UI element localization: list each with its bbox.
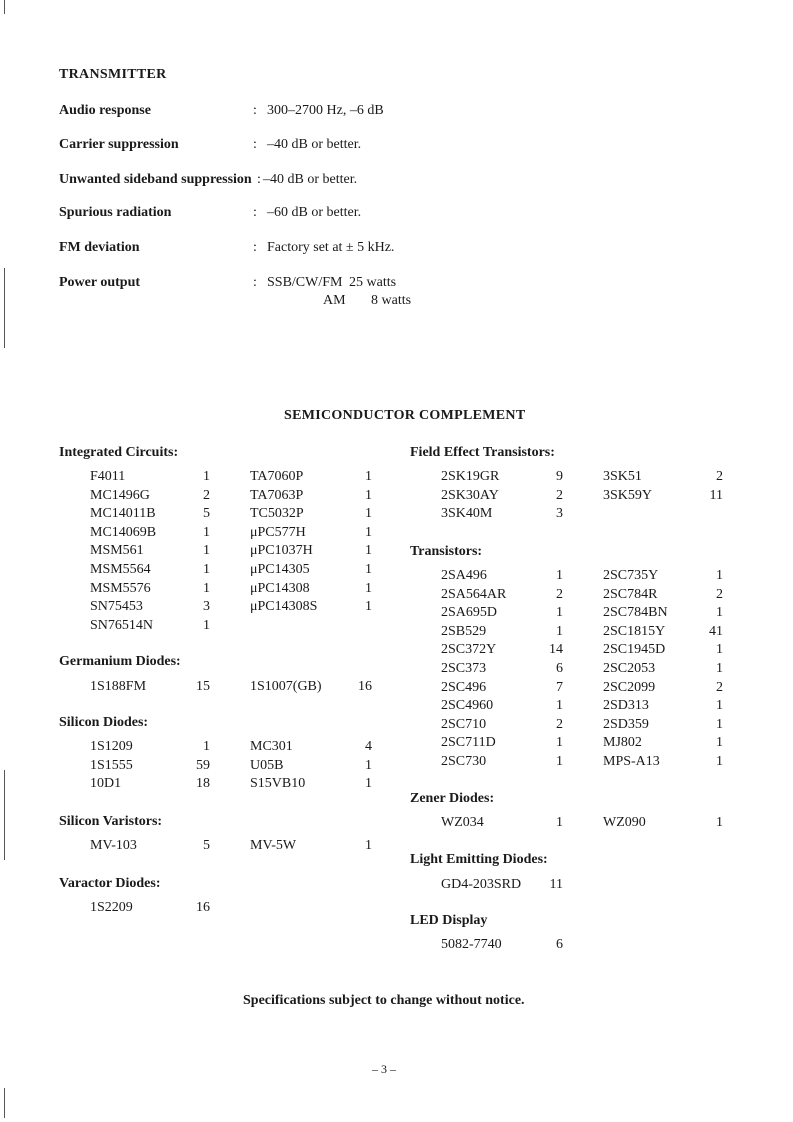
part-name: 2SC2099: [603, 679, 656, 695]
part-name: MC14069B: [90, 524, 157, 540]
part-qty: 14: [549, 642, 563, 658]
spec-value: –60 dB or better.: [267, 205, 362, 220]
part-qty: 9: [556, 469, 563, 484]
spec-label: Unwanted sideband suppression: [59, 172, 252, 187]
part-qty: 1: [203, 580, 210, 596]
part-qty: 2: [556, 716, 563, 732]
spec-label: Carrier suppression: [59, 137, 179, 152]
spec-sep: :: [253, 205, 257, 220]
spec-sep: :: [253, 103, 257, 118]
part-name: 2SC730: [441, 754, 487, 769]
part-qty: 1: [716, 754, 723, 769]
spec-value-watts: 25 watts: [349, 275, 397, 290]
part-name: WZ034: [441, 815, 484, 830]
part-name: MV-5W: [250, 838, 297, 853]
part-qty: 1: [556, 815, 563, 830]
part-name: 2SC1815Y: [603, 623, 666, 639]
part-qty: 1: [203, 562, 210, 577]
part-name: MSM5576: [90, 580, 151, 596]
part-name: MV-103: [90, 838, 137, 853]
spec-value: SSB/CW/FM: [267, 275, 343, 290]
binding-mark: [4, 1088, 5, 1118]
spec-sep: :: [253, 137, 257, 152]
part-qty: 1: [365, 838, 372, 853]
section-title: Field Effect Transistors:: [410, 445, 555, 460]
spec-value: Factory set at ± 5 kHz.: [267, 240, 395, 255]
part-name: SN75453: [90, 599, 143, 615]
part-name: μPC14305: [250, 562, 310, 577]
part-name: 1S1555: [90, 757, 133, 773]
part-name: μPC577H: [250, 524, 306, 540]
part-qty: 16: [358, 679, 372, 694]
part-qty: 2: [716, 469, 723, 484]
section-title: Germanium Diodes:: [59, 654, 181, 669]
part-name: MSM5564: [90, 562, 151, 577]
part-qty: 18: [196, 776, 210, 792]
part-name: 1S2209: [90, 900, 133, 915]
part-qty: 1: [556, 605, 563, 621]
part-qty: 7: [556, 679, 563, 695]
part-name: μPC14308S: [250, 599, 318, 615]
part-qty: 3: [203, 599, 210, 615]
part-qty: 1: [365, 562, 372, 577]
part-name: 2SB529: [441, 623, 487, 639]
part-name: 1S188FM: [90, 679, 147, 694]
part-qty: 1: [556, 754, 563, 769]
part-qty: 1: [716, 735, 723, 751]
part-qty: 1: [365, 757, 372, 773]
part-name: 2SC1945D: [603, 642, 666, 658]
part-name: 10D1: [90, 776, 122, 792]
part-qty: 1: [203, 617, 210, 633]
spec-value: –40 dB or better.: [263, 172, 358, 187]
part-name: 2SC710: [441, 716, 487, 732]
part-name: MJ802: [603, 735, 642, 751]
part-qty: 16: [196, 900, 210, 915]
section-title: Varactor Diodes:: [59, 876, 161, 891]
part-qty: 1: [716, 568, 723, 583]
part-name: 1S1007(GB): [250, 679, 322, 694]
part-qty: 2: [203, 487, 210, 503]
part-name: TC5032P: [250, 506, 304, 522]
transmitter-title: TRANSMITTER: [59, 67, 167, 82]
part-qty: 2: [716, 586, 723, 602]
part-name: 2SC735Y: [603, 568, 659, 583]
part-name: 2SC496: [441, 679, 487, 695]
part-qty: 1: [365, 524, 372, 540]
part-name: 2SK19GR: [441, 469, 500, 484]
part-name: SN76514N: [90, 617, 154, 633]
part-qty: 11: [549, 877, 563, 892]
spec-value-am: AM: [323, 293, 346, 308]
part-qty: 2: [556, 487, 563, 503]
part-name: 2SD359: [603, 716, 649, 732]
section-title: Silicon Diodes:: [59, 715, 149, 730]
spec-label: Power output: [59, 275, 141, 290]
part-qty: 2: [716, 679, 723, 695]
part-qty: 2: [556, 586, 563, 602]
binding-mark: [4, 770, 5, 860]
section-title: Transistors:: [410, 544, 483, 559]
section-title: Light Emitting Diodes:: [410, 852, 548, 867]
part-name: 2SC372Y: [441, 642, 497, 658]
spec-label: FM deviation: [59, 240, 140, 255]
part-qty: 41: [709, 623, 723, 639]
part-name: 3SK40M: [441, 506, 493, 522]
part-name: MC301: [250, 739, 293, 754]
part-qty: 1: [716, 716, 723, 732]
part-qty: 1: [203, 469, 210, 484]
part-name: TA7060P: [250, 469, 304, 484]
section-title: LED Display: [410, 913, 488, 928]
part-name: 1S1209: [90, 739, 133, 754]
part-name: 2SA564AR: [441, 586, 507, 602]
part-qty: 1: [365, 580, 372, 596]
section-title: Zener Diodes:: [410, 791, 495, 806]
part-qty: 1: [556, 623, 563, 639]
part-name: 2SC784BN: [603, 605, 668, 621]
part-name: 2SC784R: [603, 586, 658, 602]
spec-sep: :: [257, 172, 261, 187]
part-qty: 1: [203, 543, 210, 559]
spec-value-am-watts: 8 watts: [371, 293, 412, 308]
part-name: 2SC2053: [603, 661, 656, 676]
spec-sep: :: [253, 275, 257, 290]
part-name: 2SC373: [441, 661, 487, 676]
part-name: MC1496G: [90, 487, 150, 503]
part-qty: 59: [196, 757, 210, 773]
part-name: F4011: [90, 469, 126, 484]
part-name: 2SC711D: [441, 735, 496, 751]
part-qty: 15: [196, 679, 210, 694]
part-name: 2SK30AY: [441, 487, 499, 503]
part-name: MPS-A13: [603, 754, 660, 769]
part-name: 5082-7740: [441, 937, 502, 952]
part-qty: 4: [365, 739, 372, 754]
binding-mark: [4, 0, 5, 14]
spec-value: 300–2700 Hz, –6 dB: [267, 103, 384, 118]
part-name: 2SA496: [441, 568, 487, 583]
part-qty: 1: [365, 469, 372, 484]
part-qty: 6: [556, 937, 563, 952]
part-name: MSM561: [90, 543, 144, 559]
part-name: 2SC4960: [441, 698, 494, 714]
part-qty: 6: [556, 661, 563, 676]
part-name: GD4-203SRD: [441, 877, 522, 892]
section-title: Silicon Varistors:: [59, 814, 163, 829]
part-qty: 1: [716, 661, 723, 676]
part-qty: 1: [365, 487, 372, 503]
part-qty: 1: [556, 568, 563, 583]
part-qty: 11: [709, 487, 723, 503]
part-qty: 1: [716, 642, 723, 658]
part-qty: 1: [365, 776, 372, 792]
part-qty: 5: [203, 506, 210, 522]
semiconductor-title: SEMICONDUCTOR COMPLEMENT: [284, 408, 526, 423]
part-name: S15VB10: [250, 776, 306, 792]
footer-notice: Specifications subject to change without notice.: [243, 993, 525, 1008]
part-name: MC14011B: [90, 506, 156, 522]
part-name: 3SK59Y: [603, 487, 653, 503]
part-name: 3SK51: [603, 469, 642, 484]
spec-value: –40 dB or better.: [267, 137, 362, 152]
part-name: 2SD313: [603, 698, 649, 714]
part-name: μPC1037H: [250, 543, 313, 559]
part-qty: 3: [556, 506, 563, 522]
part-name: 2SA695D: [441, 605, 498, 621]
section-title: Integrated Circuits:: [59, 445, 179, 460]
part-qty: 1: [716, 815, 723, 830]
part-qty: 1: [203, 739, 210, 754]
binding-mark: [4, 268, 5, 348]
part-qty: 1: [203, 524, 210, 540]
part-name: TA7063P: [250, 487, 304, 503]
part-name: U05B: [250, 757, 284, 773]
part-qty: 5: [203, 838, 210, 853]
part-qty: 1: [365, 506, 372, 522]
part-qty: 1: [556, 698, 563, 714]
part-qty: 1: [365, 543, 372, 559]
spec-label: Spurious radiation: [59, 205, 172, 220]
part-qty: 1: [716, 605, 723, 621]
page-number: – 3 –: [372, 1062, 396, 1076]
part-name: WZ090: [603, 815, 646, 830]
part-qty: 1: [716, 698, 723, 714]
part-name: μPC14308: [250, 580, 310, 596]
spec-sep: :: [253, 240, 257, 255]
part-qty: 1: [556, 735, 563, 751]
spec-label: Audio response: [59, 103, 151, 118]
part-qty: 1: [365, 599, 372, 615]
